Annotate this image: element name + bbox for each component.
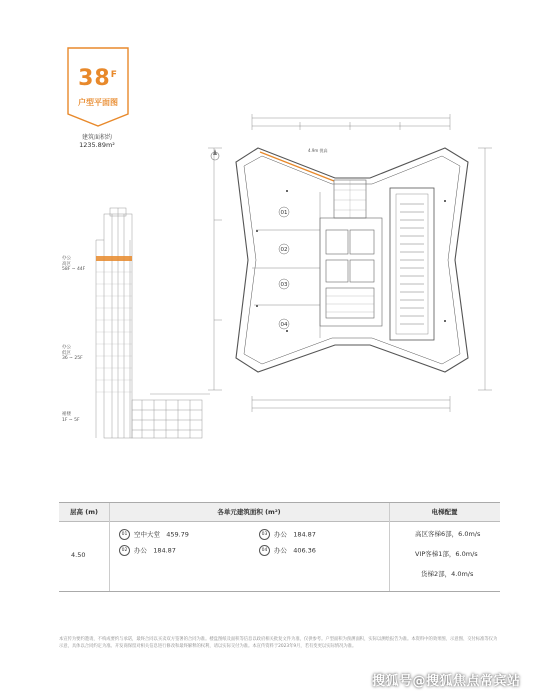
unit-row: 01 空中大堂 459.79 <box>119 529 189 540</box>
header-height: 层高 (m) <box>59 503 109 521</box>
building-elevation <box>60 200 220 440</box>
floor-height-value: 4.50 <box>71 551 86 559</box>
elevation-label-high: 办公 高区 58F ~ 44F <box>62 256 86 272</box>
elevation-label-mid: 办公 低区 36 ~ 25F <box>62 345 83 361</box>
watermark: 搜狐号@搜狐焦点常宾站 <box>372 674 521 689</box>
floor-number: $38^F$ <box>78 66 118 91</box>
area-value: 1235.89m² <box>79 141 115 149</box>
header-area: 各单元建筑面积 (m²) <box>109 503 389 521</box>
floor-plan <box>200 100 520 420</box>
floor-badge <box>64 44 132 128</box>
unit-label-04: 04 <box>280 322 288 328</box>
header-elevator: 电梯配置 <box>389 503 500 521</box>
unit-label-03: 03 <box>280 282 288 288</box>
disclaimer-text: 本宣传为要约邀请，不构成要约与承诺，最终合同以买卖双方签署的合同为准。楼盘图纸及面积等信息以政府相关批复文件为准，仅供参考。户型面积为预测面积，实际以测绘报告为准。本资料中的效果图、示意图、交付标准等仅为示意，具体以合同约定为准。开发商保留对相关信息进行修改和最终解释的权利，请以实际交付为准。本宣传资料于2023年9月，若有变更以实际情况为准。 <box>59 637 498 649</box>
unit-row: 02 办公 184.87 <box>119 545 176 556</box>
unit-label-02: 02 <box>280 247 288 253</box>
skylight-edge <box>260 152 334 181</box>
elevator-line-1: 高区客梯6部，6.0m/s <box>415 530 481 538</box>
unit-row: 04 办公 406.36 <box>259 545 316 556</box>
highlighted-floor <box>96 256 132 261</box>
unit-row: 03 办公 184.87 <box>259 529 316 540</box>
elevation-label-lobby: 裙楼 1F ~ 5F <box>62 412 80 423</box>
unit-label-01: 01 <box>280 210 288 216</box>
area-label: 建筑面积约 <box>81 134 112 141</box>
plan-top-label: 4.9m 挑高 <box>308 148 328 153</box>
plan-subtitle: 户型平面图 <box>78 98 118 107</box>
unit-area-table <box>59 502 500 592</box>
elevator-line-2: VIP客梯1部，6.0m/s <box>415 550 478 558</box>
elevator-line-3: 货梯2部，4.0m/s <box>421 570 474 578</box>
north-arrow-icon <box>210 148 220 162</box>
